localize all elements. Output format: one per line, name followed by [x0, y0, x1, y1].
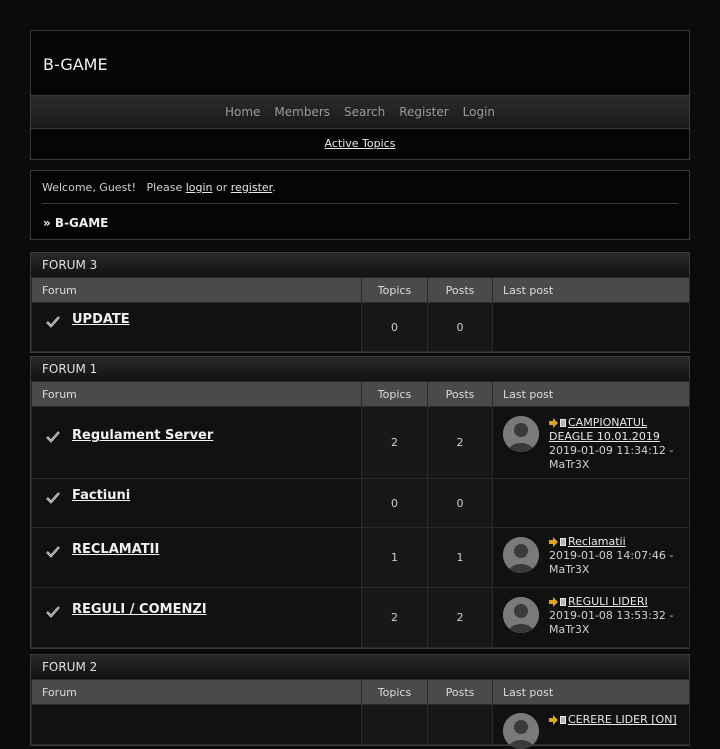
category-forum-2 — [30, 654, 690, 746]
posts-count — [428, 705, 493, 745]
col-forum: Forum — [32, 680, 362, 705]
last-post-date: 2019-01-08 13:53:32 - — [549, 609, 674, 622]
table-row — [32, 407, 690, 479]
forum-link[interactable]: Regulament Server — [72, 428, 214, 443]
last-post-author[interactable]: MaTr3X — [549, 623, 590, 636]
topics-count: 1 — [362, 528, 428, 588]
last-post-author[interactable]: MaTr3X — [549, 563, 590, 576]
topics-count: 0 — [362, 479, 428, 528]
goto-last-post-icon[interactable] — [549, 597, 567, 607]
last-post-title[interactable]: CERERE LIDER [ON] — [568, 713, 677, 726]
posts-count: 2 — [428, 588, 493, 648]
forum-table — [31, 277, 690, 352]
read-check-icon — [46, 492, 60, 504]
posts-count: 0 — [428, 303, 493, 352]
read-check-icon — [46, 316, 60, 328]
topics-count — [362, 705, 428, 745]
col-posts: Posts — [428, 278, 493, 303]
goto-last-post-icon[interactable] — [549, 418, 567, 428]
last-post-author[interactable]: MaTr3X — [549, 458, 590, 471]
table-header-row — [32, 278, 690, 303]
forum-link[interactable]: REGULI / COMENZI — [72, 602, 207, 617]
posts-count: 0 — [428, 479, 493, 528]
goto-last-post-icon[interactable] — [549, 715, 567, 725]
forum-cell — [32, 588, 362, 648]
register-link[interactable]: register — [230, 181, 273, 194]
col-forum: Forum — [32, 278, 362, 303]
welcome-or: or — [216, 181, 228, 194]
forum-table — [31, 679, 690, 745]
forum-link[interactable]: UPDATE — [72, 312, 130, 327]
forum-cell — [32, 407, 362, 479]
welcome-box — [30, 170, 690, 240]
welcome-text: Welcome, Guest! Please — [42, 181, 183, 194]
avatar[interactable] — [503, 597, 539, 633]
last-post-date: 2019-01-09 11:34:12 - — [549, 444, 674, 457]
last-post-cell — [493, 479, 690, 528]
last-post-title[interactable]: REGULI LIDERI — [568, 595, 648, 608]
col-topics: Topics — [362, 382, 428, 407]
site-title: B-GAME — [43, 55, 108, 74]
nav-home[interactable]: Home — [224, 105, 261, 119]
col-last-post: Last post — [493, 382, 690, 407]
topics-count: 0 — [362, 303, 428, 352]
table-row — [32, 303, 690, 352]
last-post-cell — [493, 705, 690, 745]
avatar[interactable] — [503, 537, 539, 573]
last-post-title[interactable]: CAMPIONATUL DEAGLE 10.01.2019 — [549, 416, 660, 443]
last-post-info — [549, 535, 683, 577]
posts-count: 1 — [428, 528, 493, 588]
category-title[interactable]: FORUM 2 — [31, 655, 689, 679]
last-post-info — [549, 713, 683, 727]
forum-cell — [32, 705, 362, 745]
last-post-date: 2019-01-08 14:07:46 - — [549, 549, 674, 562]
forum-table — [31, 381, 690, 648]
last-post-title[interactable]: Reclamatii — [568, 535, 626, 548]
col-forum: Forum — [32, 382, 362, 407]
divider — [42, 203, 678, 204]
sub-nav — [31, 129, 689, 157]
active-topics-link[interactable]: Active Topics — [324, 136, 396, 150]
forum-cell — [32, 303, 362, 352]
welcome-message — [42, 181, 276, 194]
col-topics: Topics — [362, 278, 428, 303]
last-post-info — [549, 416, 683, 472]
avatar[interactable] — [503, 416, 539, 452]
nav-register[interactable]: Register — [399, 105, 449, 119]
col-last-post: Last post — [493, 278, 690, 303]
avatar[interactable] — [503, 713, 539, 749]
forum-link[interactable]: RECLAMATII — [72, 542, 160, 557]
posts-count: 2 — [428, 407, 493, 479]
col-posts: Posts — [428, 680, 493, 705]
table-row — [32, 705, 690, 745]
main-nav — [31, 95, 689, 129]
table-row — [32, 479, 690, 528]
table-header-row — [32, 680, 690, 705]
welcome-end: . — [272, 181, 276, 194]
login-link[interactable]: login — [185, 181, 213, 194]
read-check-icon — [46, 431, 60, 443]
last-post-cell — [493, 303, 690, 352]
category-title[interactable]: FORUM 1 — [31, 357, 689, 381]
category-forum-3 — [30, 252, 690, 353]
last-post-cell — [493, 588, 690, 648]
forum-link[interactable]: Factiuni — [72, 488, 131, 503]
category-title[interactable]: FORUM 3 — [31, 253, 689, 277]
site-header — [30, 30, 690, 160]
last-post-info — [549, 595, 683, 637]
last-post-cell — [493, 528, 690, 588]
breadcrumb[interactable]: » B-GAME — [43, 216, 109, 230]
topics-count: 2 — [362, 407, 428, 479]
col-topics: Topics — [362, 680, 428, 705]
col-last-post: Last post — [493, 680, 690, 705]
table-row — [32, 588, 690, 648]
category-forum-1 — [30, 356, 690, 649]
nav-search[interactable]: Search — [344, 105, 386, 119]
topics-count: 2 — [362, 588, 428, 648]
forum-cell — [32, 479, 362, 528]
last-post-cell — [493, 407, 690, 479]
nav-members[interactable]: Members — [274, 105, 331, 119]
forum-cell — [32, 528, 362, 588]
table-row — [32, 528, 690, 588]
col-posts: Posts — [428, 382, 493, 407]
nav-login[interactable]: Login — [462, 105, 496, 119]
read-check-icon — [46, 606, 60, 618]
table-header-row — [32, 382, 690, 407]
goto-last-post-icon[interactable] — [549, 537, 567, 547]
read-check-icon — [46, 546, 60, 558]
